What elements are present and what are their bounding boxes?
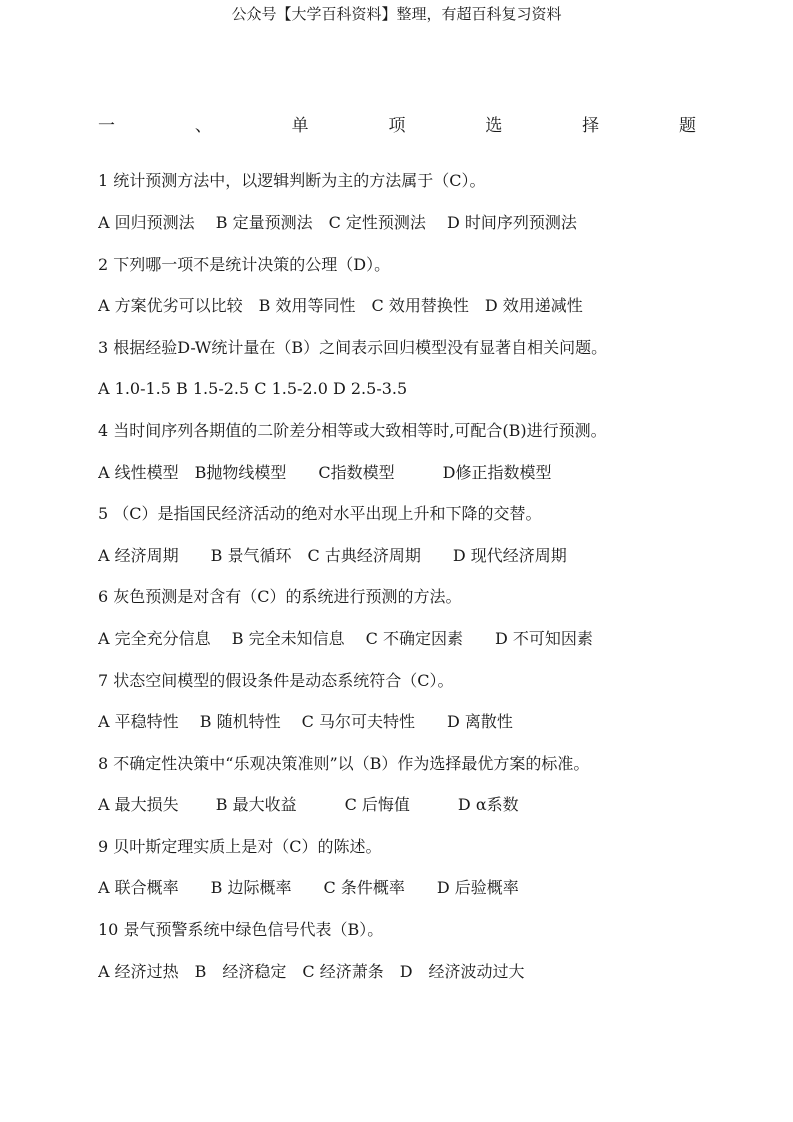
question-options: A 完全充分信息 B 完全未知信息 C 不确定因素 D 不可知因素: [98, 629, 593, 648]
question-stem: 2 下列哪一项不是统计决策的公理（D）。: [98, 255, 391, 274]
question-stem: 3 根据经验D-W统计量在（B）之间表示回归模型没有显著自相关问题。: [98, 338, 608, 357]
question-options: A 线性模型 B抛物线模型 C指数模型 D修正指数模型: [98, 463, 552, 482]
question-options: A 回归预测法 B 定量预测法 C 定性预测法 D 时间序列预测法: [98, 213, 577, 232]
question-options: A 经济周期 B 景气循环 C 古典经济周期 D 现代经济周期: [98, 546, 567, 565]
section-title-char: 选: [485, 116, 503, 136]
question-stem: 1 统计预测方法中，以逻辑判断为主的方法属于（C）。: [98, 171, 486, 190]
question-options: A 平稳特性 B 随机特性 C 马尔可夫特性 D 离散性: [98, 712, 513, 731]
question-stem: 9 贝叶斯定理实质上是对（C）的陈述。: [98, 837, 382, 856]
question-stem: 8 不确定性决策中“乐观决策准则”以（B）作为选择最优方案的标准。: [98, 754, 590, 773]
question-options: A 最大损失 B 最大收益 C 后悔值 D α系数: [98, 795, 519, 814]
section-title-char: 项: [388, 116, 406, 136]
question-options: A 联合概率 B 边际概率 C 条件概率 D 后验概率: [98, 878, 519, 897]
section-title-char: 择: [582, 116, 600, 136]
question-options: A 1.0-1.5 B 1.5-2.5 C 1.5-2.0 D 2.5-3.5: [98, 379, 408, 398]
question-options: A 方案优劣可以比较 B 效用等同性 C 效用替换性 D 效用递减性: [98, 296, 583, 315]
page-header: 公众号【大学百科资料】整理，有超百科复习资料: [231, 5, 562, 23]
section-title: [98, 114, 696, 138]
section-title-char: 题: [678, 116, 696, 136]
question-stem: 5 （C）是指国民经济活动的绝对水平出现上升和下降的交替。: [98, 504, 542, 523]
question-stem: 10 景气预警系统中绿色信号代表（B）。: [98, 920, 384, 939]
question-options: A 经济过热 B 经济稳定 C 经济萧条 D 经济波动过大: [98, 962, 525, 981]
question-stem: 7 状态空间模型的假设条件是动态系统符合（C）。: [98, 671, 454, 690]
section-title-char: 一: [98, 116, 115, 136]
question-stem: 6 灰色预测是对含有（C）的系统进行预测的方法。: [98, 587, 462, 606]
section-title-char: 单: [291, 116, 309, 136]
question-stem: 4 当时间序列各期值的二阶差分相等或大致相等时,可配合(B)进行预测。: [98, 421, 607, 440]
section-title-char: 、: [194, 116, 212, 136]
